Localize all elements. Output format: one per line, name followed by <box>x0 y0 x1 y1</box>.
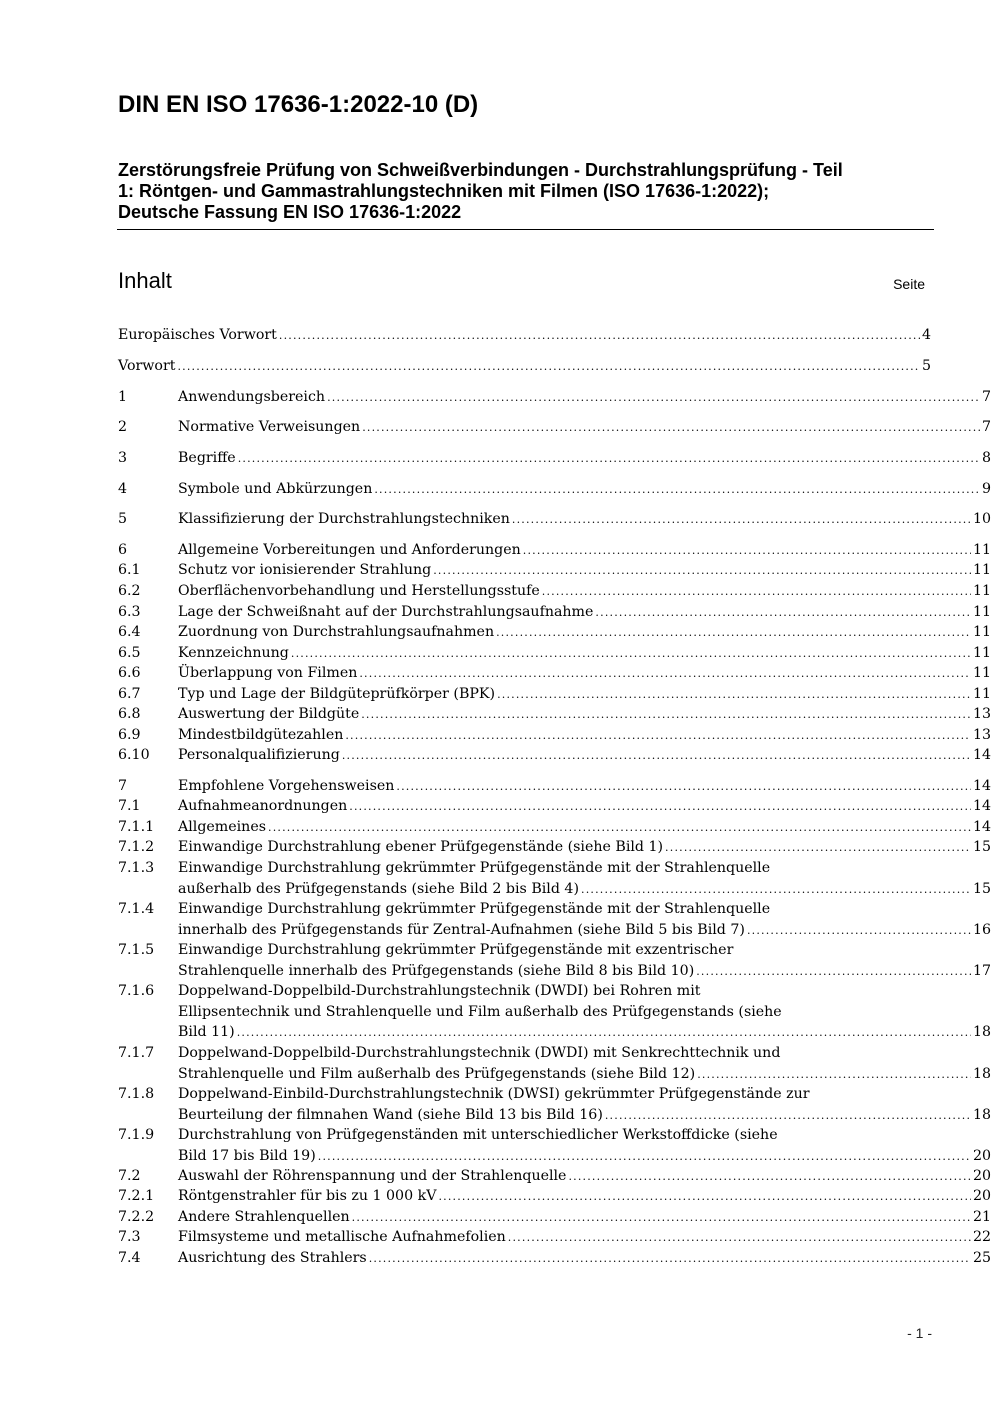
dot-leader <box>512 510 971 530</box>
toc-entry-page: 11 <box>972 604 991 620</box>
toc-entry-title: Doppelwand-Doppelbild-Durchstrahlungstechnik (DWDI) mit Senkrechttechnik und <box>178 1045 781 1061</box>
toc-entry-number: 7.1.3 <box>118 860 155 876</box>
toc-entry-title: Oberflächenvorbehandlung und Herstellungsstufe <box>178 583 540 599</box>
toc-entry[interactable] <box>118 560 991 580</box>
toc-entry-continuation[interactable] <box>118 920 991 940</box>
toc-entry-page: 7 <box>981 419 991 435</box>
toc-entry-page: 10 <box>972 511 991 527</box>
toc-entry-continuation[interactable] <box>118 1064 991 1084</box>
toc-entry-page: 20 <box>972 1147 991 1164</box>
toc-entry-title: Anwendungsbereich <box>178 389 326 405</box>
toc-entry-title: Strahlenquelle innerhalb des Prüfgegenstands (siehe Bild 8 bis Bild 10) <box>178 962 695 979</box>
toc-entry-title: Klassifizierung der Durchstrahlungstechniken <box>178 511 510 527</box>
toc-entry-number: 6.10 <box>118 747 150 763</box>
toc-entry-page: 25 <box>972 1250 991 1266</box>
toc-entry-page: 18 <box>972 1106 991 1123</box>
toc-entry-title: Typ und Lage der Bildgüteprüfkörper (BPK) <box>178 686 496 702</box>
toc-entry-title: Einwandige Durchstrahlung ebener Prüfgegenstände (siehe Bild 1) <box>178 839 664 855</box>
dot-leader <box>318 1147 971 1167</box>
toc-entry[interactable] <box>118 1084 931 1104</box>
toc-entry-number: 6.3 <box>118 604 141 620</box>
toc-entry-title: Kennzeichnung <box>178 645 289 661</box>
document-subtitle <box>118 160 933 223</box>
dot-leader <box>362 418 980 438</box>
toc-entry[interactable] <box>118 479 991 499</box>
toc-entry-number: 6 <box>118 542 128 558</box>
toc-entry-title: Einwandige Durchstrahlung gekrümmter Prüfgegenstände mit exzentrischer <box>178 942 734 958</box>
dot-leader <box>696 962 971 982</box>
toc-entry-page: 14 <box>972 747 991 763</box>
toc-entry[interactable] <box>118 940 931 960</box>
toc-entry[interactable] <box>118 1207 991 1227</box>
dot-leader <box>508 1228 971 1248</box>
subtitle-line: Zerstörungsfreie Prüfung von Schweißverbindungen - Durchstrahlungsprüfung - Teil <box>118 160 843 180</box>
dot-leader <box>279 326 920 346</box>
toc-entry-number: 5 <box>118 511 128 527</box>
toc-entry-page: 11 <box>972 562 991 578</box>
dot-leader <box>345 726 971 746</box>
toc-entry-title: Röntgenstrahler für bis zu 1 000 kV <box>178 1188 437 1204</box>
toc-entry-page: 5 <box>921 358 931 374</box>
toc-entry-title: Doppelwand-Einbild-Durchstrahlungstechnik (DWSI) gekrümmter Prüfgegenstände zur <box>178 1086 810 1102</box>
toc-entry-title: Bild 11) <box>178 1024 235 1041</box>
toc-entry[interactable] <box>118 643 991 663</box>
toc-entry-number: 6.2 <box>118 583 141 599</box>
toc-entry-page: 15 <box>972 880 991 897</box>
dot-leader <box>361 705 971 725</box>
page-column-label: Seite <box>893 276 925 292</box>
toc-entry[interactable] <box>118 325 931 345</box>
toc-entry-title: Ellipsentechnik und Strahlenquelle und Film außerhalb des Prüfgegenstands (siehe <box>178 1003 782 1020</box>
toc-entry-page: 11 <box>972 645 991 661</box>
toc-entry-number: 7.1 <box>118 798 141 814</box>
dot-leader <box>568 1167 970 1187</box>
dot-leader <box>433 561 971 581</box>
dot-leader <box>291 644 971 664</box>
toc-entry[interactable] <box>118 796 991 816</box>
toc-entry[interactable] <box>118 704 991 724</box>
toc-entry-number: 7.1.9 <box>118 1127 155 1143</box>
toc-entry-continuation[interactable] <box>118 879 991 899</box>
toc-entry-page: 17 <box>972 962 991 979</box>
toc-entry-page: 11 <box>972 624 991 640</box>
toc-entry[interactable] <box>118 745 991 765</box>
toc-entry-page: 14 <box>972 798 991 814</box>
toc-entry[interactable] <box>118 837 991 857</box>
toc-entry-number: 7.2 <box>118 1168 141 1184</box>
dot-leader <box>396 777 971 797</box>
dot-leader <box>238 449 980 469</box>
toc-entry-title: Beurteilung der filmnahen Wand (siehe Bild 13 bis Bild 16) <box>178 1106 603 1123</box>
dot-leader <box>237 1023 971 1043</box>
toc-entry-page: 18 <box>972 1065 991 1082</box>
toc-entry-number: 3 <box>118 450 128 466</box>
toc-entry-page: 4 <box>921 327 931 343</box>
toc-entry-number: 7.1.4 <box>118 901 155 917</box>
dot-leader <box>359 664 971 684</box>
toc-entry[interactable] <box>118 417 991 437</box>
dot-leader <box>349 797 971 817</box>
toc-entry[interactable] <box>118 1166 991 1186</box>
toc-entry-number: 7.1.6 <box>118 983 155 999</box>
dot-leader <box>542 582 971 602</box>
toc-entry-title: Strahlenquelle und Film außerhalb des Prüfgegenstands (siehe Bild 12) <box>178 1065 696 1082</box>
toc-entry-number: 7.3 <box>118 1229 141 1245</box>
toc-entry-continuation[interactable] <box>118 1105 991 1125</box>
toc-entry-title: Auswertung der Bildgüte <box>178 706 360 722</box>
toc-entry-page: 13 <box>972 727 991 743</box>
toc-entry-title: Bild 17 bis Bild 19) <box>178 1147 316 1164</box>
toc-entry-title: Einwandige Durchstrahlung gekrümmter Prüfgegenstände mit der Strahlenquelle <box>178 860 771 876</box>
toc-entry-page: 8 <box>981 450 991 466</box>
toc-entry-number: 6.7 <box>118 686 141 702</box>
toc-entry-number: 4 <box>118 481 128 497</box>
toc-entry[interactable] <box>118 509 991 529</box>
toc-entry[interactable] <box>118 356 931 376</box>
toc-entry[interactable] <box>118 1248 991 1268</box>
dot-leader <box>374 480 980 500</box>
toc-entry-page: 18 <box>972 1024 991 1041</box>
toc-entry-page: 11 <box>972 583 991 599</box>
toc-entry-title: Schutz vor ionisierender Strahlung <box>178 562 432 578</box>
toc-entry-page: 20 <box>972 1188 991 1204</box>
toc-entry[interactable] <box>118 1125 931 1145</box>
dot-leader <box>497 685 971 705</box>
toc-entry-title: Ausrichtung des Strahlers <box>178 1250 367 1266</box>
toc-entry[interactable] <box>118 540 991 560</box>
dot-leader <box>352 1208 971 1228</box>
subtitle-line: 1: Röntgen- und Gammastrahlungstechniken mit Filmen (ISO 17636-1:2022); <box>118 181 770 201</box>
toc-entry-page: 21 <box>972 1209 991 1225</box>
dot-leader <box>747 921 971 941</box>
dot-leader <box>268 818 971 838</box>
dot-leader <box>605 1106 971 1126</box>
dot-leader <box>342 746 971 766</box>
toc-entry-page: 16 <box>972 921 991 938</box>
toc-entry-number: 7.1.8 <box>118 1086 155 1102</box>
toc-entry-title: Andere Strahlenquellen <box>178 1209 350 1225</box>
toc-entry-page: 13 <box>972 706 991 722</box>
toc-entry[interactable] <box>118 858 931 878</box>
toc-entry-title: Mindestbildgütezahlen <box>178 727 344 743</box>
toc-entry[interactable] <box>118 899 931 919</box>
toc-entry-title: außerhalb des Prüfgegenstands (siehe Bild 2 bis Bild 4) <box>178 880 579 897</box>
toc-entry[interactable] <box>118 602 991 622</box>
toc-entry[interactable] <box>118 387 991 407</box>
dot-leader <box>523 541 971 561</box>
toc-entry[interactable] <box>118 448 991 468</box>
toc-entry-title: Auswahl der Röhrenspannung und der Strahlenquelle <box>178 1168 567 1184</box>
toc-entry-title: Personalqualifizierung <box>178 747 340 763</box>
toc-entry-title: Europäisches Vorwort <box>118 327 277 343</box>
toc-entry-continuation[interactable] <box>118 1002 931 1022</box>
toc-entry-title: Vorwort <box>118 358 176 374</box>
toc-entry-title: Zuordnung von Durchstrahlungsaufnahmen <box>178 624 495 640</box>
toc-entry-number: 7.1.2 <box>118 839 155 855</box>
page-number: - 1 - <box>907 1325 932 1341</box>
toc-entry-title: Durchstrahlung von Prüfgegenständen mit unterschiedlicher Werkstoffdicke (siehe <box>178 1127 778 1143</box>
toc-entry-continuation[interactable] <box>118 961 991 981</box>
toc-entry-title: Begriffe <box>178 450 236 466</box>
toc-entry-continuation[interactable] <box>118 1022 991 1042</box>
toc-entry-number: 7.2.2 <box>118 1209 155 1225</box>
toc-entry[interactable] <box>118 663 991 683</box>
toc-entry-title: Filmsysteme und metallische Aufnahmefolien <box>178 1229 506 1245</box>
toc-entry-title: Allgemeine Vorbereitungen und Anforderungen <box>178 542 521 558</box>
dot-leader <box>665 838 971 858</box>
toc-entry-number: 7 <box>118 778 128 794</box>
toc-entry[interactable] <box>118 1227 991 1247</box>
toc-entry[interactable] <box>118 776 991 796</box>
toc-entry-title: Symbole und Abkürzungen <box>178 481 373 497</box>
toc-entry-number: 6.9 <box>118 727 141 743</box>
toc-entry[interactable] <box>118 581 991 601</box>
toc-entry-page: 11 <box>972 686 991 702</box>
header-divider <box>117 229 934 230</box>
toc-entry-page: 14 <box>972 819 991 835</box>
toc-entry-number: 2 <box>118 419 128 435</box>
toc-entry-number: 6.5 <box>118 645 141 661</box>
toc-entry[interactable] <box>118 684 991 704</box>
dot-leader <box>369 1249 971 1269</box>
toc-entry-page: 22 <box>972 1229 991 1245</box>
toc-entry-number: 7.1.1 <box>118 819 155 835</box>
toc-entry-number: 1 <box>118 389 128 405</box>
toc-entry-title: Normative Verweisungen <box>178 419 361 435</box>
toc-entry-title: Überlappung von Filmen <box>178 665 358 681</box>
toc-entry-title: innerhalb des Prüfgegenstands für Zentral-Aufnahmen (siehe Bild 5 bis Bild 7) <box>178 921 745 938</box>
toc-entry-title: Lage der Schweißnaht auf der Durchstrahlungsaufnahme <box>178 604 594 620</box>
toc-entry-number: 6.8 <box>118 706 141 722</box>
toc-entry-number: 6.6 <box>118 665 141 681</box>
toc-entry[interactable] <box>118 1043 931 1063</box>
dot-leader <box>581 880 971 900</box>
dot-leader <box>697 1065 971 1085</box>
toc-entry-page: 15 <box>972 839 991 855</box>
toc-entry-number: 7.1.5 <box>118 942 155 958</box>
toc-entry[interactable] <box>118 725 991 745</box>
toc-entry[interactable] <box>118 817 991 837</box>
toc-entry-number: 7.2.1 <box>118 1188 155 1204</box>
toc-entry-title: Aufnahmeanordnungen <box>178 798 348 814</box>
dot-leader <box>496 623 971 643</box>
toc-entry-number: 6.4 <box>118 624 141 640</box>
toc-entry-title: Einwandige Durchstrahlung gekrümmter Prüfgegenstände mit der Strahlenquelle <box>178 901 771 917</box>
toc-entry-number: 7.1.7 <box>118 1045 155 1061</box>
toc-entry-page: 11 <box>972 665 991 681</box>
toc-entry-page: 14 <box>972 778 991 794</box>
toc-heading: Inhalt <box>118 268 172 293</box>
toc-entry-continuation[interactable] <box>118 1146 991 1166</box>
dot-leader <box>595 603 971 623</box>
toc-entry-page: 11 <box>972 542 991 558</box>
dot-leader <box>177 357 920 377</box>
document-id: DIN EN ISO 17636-1:2022-10 (D) <box>118 91 479 118</box>
toc-entry-title: Allgemeines <box>178 819 266 835</box>
toc-entry-title: Empfohlene Vorgehensweisen <box>178 778 395 794</box>
toc-entry-title: Doppelwand-Doppelbild-Durchstrahlungstechnik (DWDI) bei Rohren mit <box>178 983 701 999</box>
toc-entry[interactable] <box>118 1186 991 1206</box>
toc-entry-number: 6.1 <box>118 562 141 578</box>
toc-entry-page: 20 <box>972 1168 991 1184</box>
dot-leader <box>327 388 980 408</box>
toc-entry-page: 9 <box>981 481 991 497</box>
toc-entry[interactable] <box>118 622 991 642</box>
toc-entry[interactable] <box>118 981 931 1001</box>
dot-leader <box>438 1187 970 1207</box>
subtitle-line: Deutsche Fassung EN ISO 17636-1:2022 <box>118 202 462 222</box>
toc-entry-number: 7.4 <box>118 1250 141 1266</box>
toc-entry-page: 7 <box>981 389 991 405</box>
